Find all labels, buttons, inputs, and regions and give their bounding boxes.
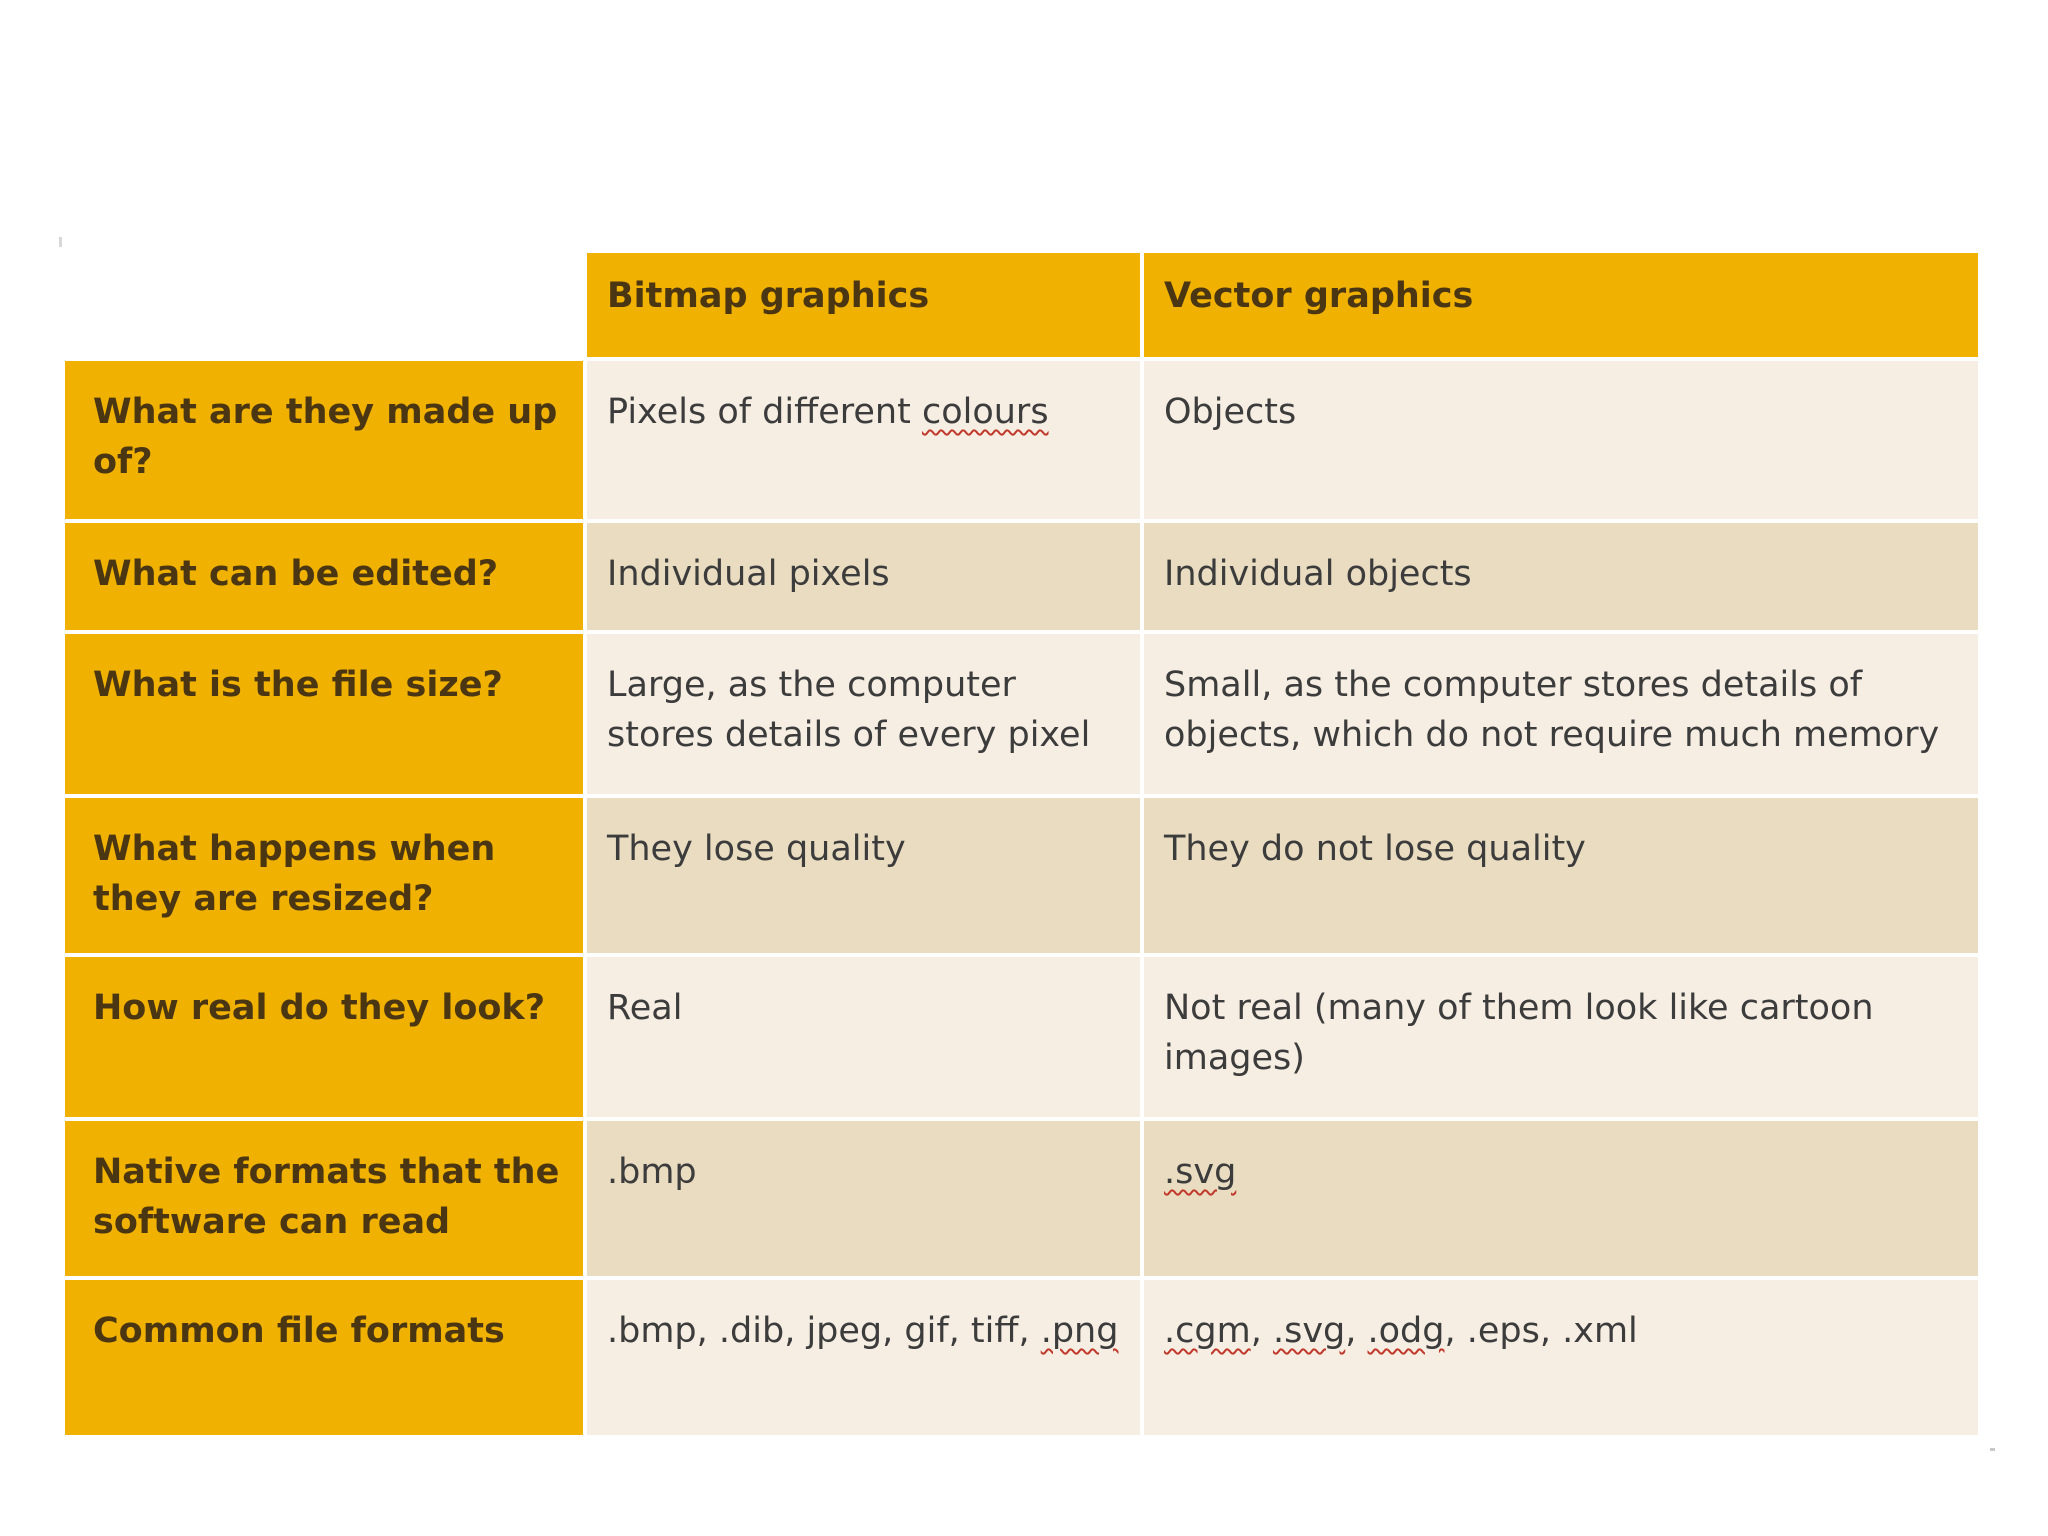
bitmap-cell — [587, 1280, 1140, 1435]
row-label: What is the file size? — [65, 634, 583, 794]
vector-cell: Objects — [1144, 361, 1978, 519]
table-row — [65, 798, 1978, 953]
row-label: Common file formats — [65, 1280, 583, 1435]
bitmap-cell: Real — [587, 957, 1140, 1117]
row-label: What happens when they are resized? — [65, 798, 583, 953]
stray-mark — [59, 237, 62, 247]
spellcheck-word: .odg — [1367, 1311, 1445, 1351]
row-label: How real do they look? — [65, 957, 583, 1117]
bitmap-cell: .bmp — [587, 1121, 1140, 1276]
table-row — [65, 361, 1978, 519]
table-header-row — [65, 253, 1978, 357]
table-row — [65, 957, 1978, 1117]
row-label: What can be edited? — [65, 523, 583, 630]
vector-cell: Small, as the computer stores details of objects, which do not require much memory — [1144, 634, 1978, 794]
bitmap-cell: Individual pixels — [587, 523, 1140, 630]
vector-cell: Individual objects — [1144, 523, 1978, 630]
vector-cell: Not real (many of them look like cartoon images) — [1144, 957, 1978, 1117]
spellcheck-word: .cgm — [1164, 1311, 1251, 1351]
bitmap-cell — [587, 361, 1140, 519]
comparison-table — [61, 249, 1982, 1439]
bitmap-cell: Large, as the computer stores details of every pixel — [587, 634, 1140, 794]
table-row — [65, 1121, 1978, 1276]
spellcheck-word: .svg — [1272, 1311, 1346, 1351]
stray-mark — [1990, 1448, 1995, 1451]
column-header-bitmap: Bitmap graphics — [587, 253, 1140, 357]
table-row — [65, 1280, 1978, 1435]
row-label: Native formats that the software can read — [65, 1121, 583, 1276]
cell-text: Pixels of different — [607, 392, 922, 432]
cell-text: , .eps, .xml — [1444, 1311, 1638, 1351]
vector-cell — [1144, 1121, 1978, 1276]
vector-cell: They do not lose quality — [1144, 798, 1978, 953]
row-label: What are they made up of? — [65, 361, 583, 519]
cell-text: , — [1345, 1311, 1368, 1351]
bitmap-cell: They lose quality — [587, 798, 1140, 953]
spellcheck-word: .svg — [1164, 1152, 1237, 1192]
cell-text: , — [1250, 1311, 1273, 1351]
column-header-vector: Vector graphics — [1144, 253, 1978, 357]
table-row — [65, 634, 1978, 794]
spellcheck-word: .png — [1040, 1311, 1119, 1351]
empty-corner-cell — [65, 253, 583, 357]
spellcheck-word: colours — [921, 392, 1049, 432]
cell-text: .bmp, .dib, jpeg, gif, tiff, — [607, 1311, 1041, 1351]
vector-cell — [1144, 1280, 1978, 1435]
table-row — [65, 523, 1978, 630]
